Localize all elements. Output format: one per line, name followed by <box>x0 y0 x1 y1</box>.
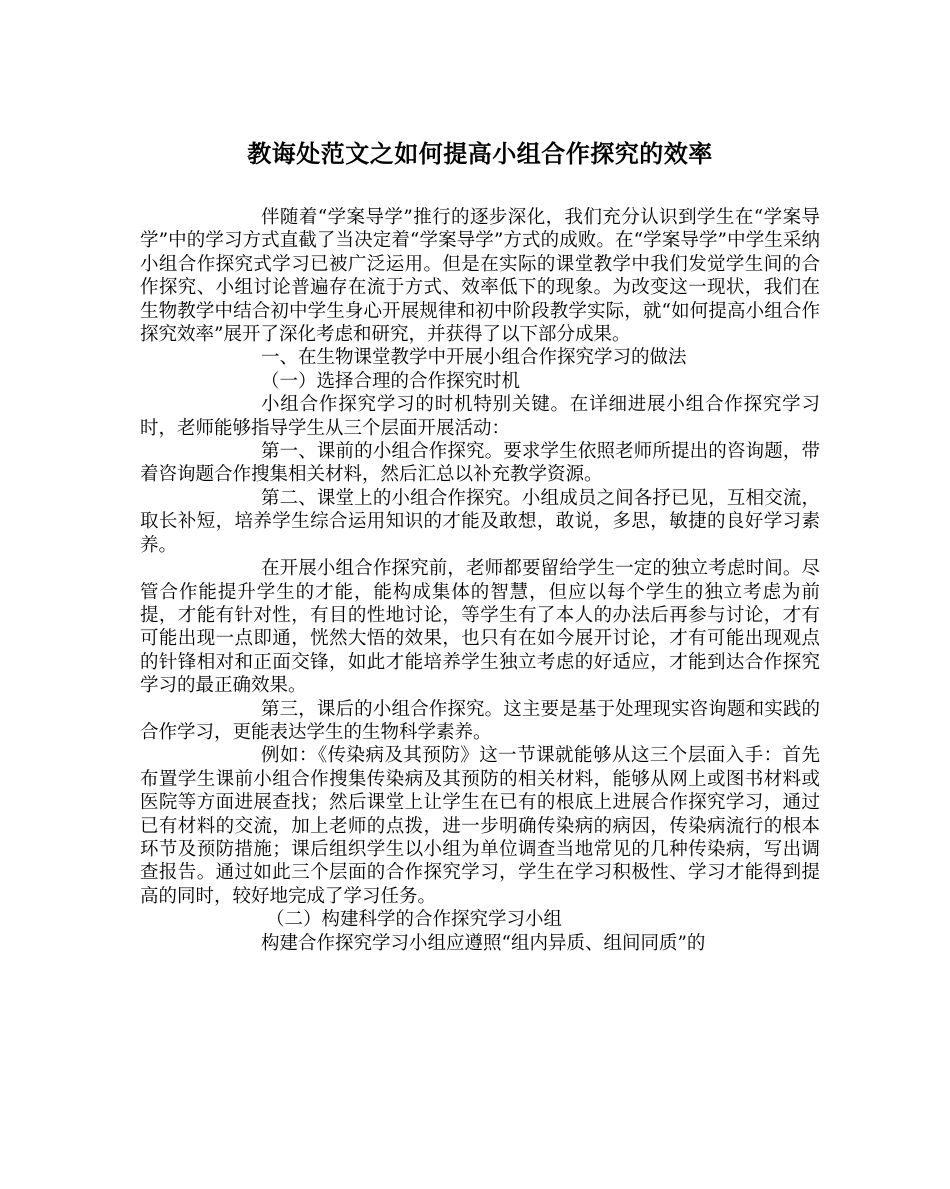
paragraph-group-building: 构建合作探究学习小组应遵照“组内异质、组间同质”的 <box>261 932 706 954</box>
subsection-heading-2: （二）构建科学的合作探究学习小组 <box>266 909 563 931</box>
paragraph-timing: 小组合作探究学习的时机特别关键。在详细进展小组合作探究学习时，老师能够指导学生从三个层面开展活动： <box>140 394 820 439</box>
document-page <box>140 0 820 1189</box>
paragraph-example: 例如：《传染病及其预防》这一节课就能够从这三个层面入手：首先布置学生课前小组合作搜集传染病及其预防的相关材料，能够从网上或图书材料或医院等方面进展查找；然后课堂上让学生在已有的根底上进展合作探究学习，通过已有材料的交流，加上老师的点拨，进一步明确传染病的病因，传染病流行的根本环节及预防措施；课后组织学生以小组为单位调查当地常见的几种传染病，写出调查报告。通过如此三个层面的合作探究学习，学生在学习积极性、学习才能得到提高的同时，较好地完成了学习任务。 <box>140 745 820 907</box>
paragraph-independent-thinking: 在开展小组合作探究前，老师都要留给学生一定的独立考虑时间。尽管合作能提升学生的才能，能构成集体的智慧，但应以每个学生的独立考虑为前提，才能有针对性，有目的性地讨论，等学生有了本人的办法后再参与讨论，才有可能出现一点即通，恍然大悟的效果，也只有在如今展开讨论，才有可能出现观点的针锋相对和正面交锋，如此才能培养学生独立考虑的好适应，才能到达合作探究学习的最正确效果。 <box>140 558 820 697</box>
paragraph-intro: 伴随着“学案导学”推行的逐步深化，我们充分认识到学生在“学案导学”中的学习方式直截了当决定着“学案导学”方式的成败。在“学案导学”中学生采纳小组合作探究式学习已被广泛运用。但是在实际的课堂教学中我们发觉学生间的合作探究、小组讨论普遍存在流于方式、效率低下的现象。为改变这一现状，我们在生物教学中结合初中学生身心开展规律和初中阶段教学实际，就“如何提高小组合作探究效率”展开了深化考虑和研究，并获得了以下部分成果。 <box>140 207 820 346</box>
subsection-heading-1: （一）选择合理的合作探究时机 <box>261 370 521 392</box>
document-body <box>140 206 820 955</box>
paragraph-after-class: 第三，课后的小组合作探究。这主要是基于处理现实咨询题和实践的合作学习，更能表达学生的生物科学素养。 <box>140 698 820 743</box>
paragraph-in-class: 第二、课堂上的小组合作探究。小组成员之间各抒已见，互相交流，取长补短，培养学生综合运用知识的才能及敢想，敢说，多思，敏捷的良好学习素养。 <box>140 487 820 556</box>
paragraph-before-class: 第一、课前的小组合作探究。要求学生依照老师所提出的咨询题，带着咨询题合作搜集相关材料，然后汇总以补充教学资源。 <box>140 441 820 486</box>
document-title: 教诲处范文之如何提高小组合作探究的效率 <box>247 139 713 168</box>
section-heading-1: 一、在生物课堂教学中开展小组合作探究学习的做法 <box>261 347 687 369</box>
